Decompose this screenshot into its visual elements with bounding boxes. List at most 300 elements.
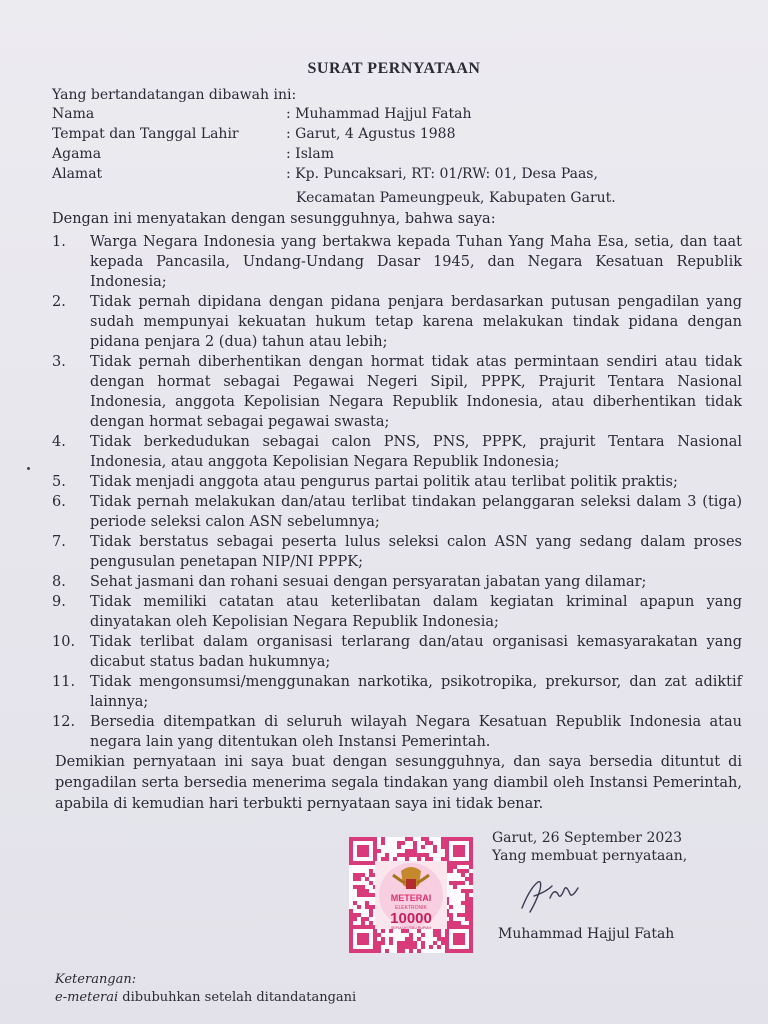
qr-cell [453, 849, 457, 853]
qr-cell [469, 913, 473, 917]
qr-cell [465, 861, 469, 865]
qr-cell [421, 945, 425, 949]
list-item [52, 352, 742, 432]
qr-cell [373, 933, 377, 937]
item-text: Tidak pernah dipidana dengan pidana penjara berdasarkan putusan pengadilan yang sudah mempunyai kekuatan hukum tetap karena melakukan tindak pidana dengan pidana penjara 2 (dua) tahun atau lebih; [90, 294, 742, 350]
qr-cell [453, 949, 457, 953]
qr-cell [453, 933, 457, 937]
qr-cell [361, 837, 365, 841]
qr-cell [461, 937, 465, 941]
qr-cell [361, 917, 365, 921]
qr-cell [353, 949, 357, 953]
qr-cell [405, 837, 409, 841]
qr-cell [461, 869, 465, 873]
qr-cell [469, 945, 473, 949]
qr-cell [461, 889, 465, 893]
qr-cell [409, 937, 413, 941]
qr-cell [349, 913, 353, 917]
qr-cell [377, 941, 381, 945]
qr-cell [461, 849, 465, 853]
qr-cell [457, 937, 461, 941]
qr-cell [469, 909, 473, 913]
qr-cell [457, 925, 461, 929]
qr-cell [365, 849, 369, 853]
qr-cell [397, 941, 401, 945]
field-agama [52, 144, 712, 164]
statement-lead: Dengan ini menyatakan dengan sesungguhnya, bahwa saya: [52, 211, 496, 227]
qr-cell [449, 925, 453, 929]
qr-cell [461, 901, 465, 905]
qr-cell [457, 849, 461, 853]
qr-cell [469, 889, 473, 893]
qr-cell [465, 917, 469, 921]
qr-cell [377, 945, 381, 949]
qr-cell [381, 937, 385, 941]
qr-cell [405, 937, 409, 941]
qr-cell [357, 905, 361, 909]
qr-cell [453, 937, 457, 941]
qr-cell [349, 945, 353, 949]
qr-cell [405, 849, 409, 853]
qr-cell [397, 845, 401, 849]
qr-cell [365, 941, 369, 945]
stamp-line2: ELEKTRONIK [395, 905, 427, 911]
item-text: Bersedia ditempatkan di seluruh wilayah Negara Kesatuan Republik Indonesia atau negara lain yang ditentukan oleh Instansi Pemerintah. [90, 714, 742, 750]
qr-cell [409, 837, 413, 841]
qr-cell [445, 941, 449, 945]
qr-cell [357, 885, 361, 889]
qr-cell [465, 897, 469, 901]
qr-cell [433, 941, 437, 945]
signer-name: Muhammad Hajjul Fatah [498, 926, 675, 942]
qr-cell [373, 837, 377, 841]
qr-cell [373, 849, 377, 853]
list-item [52, 672, 742, 712]
qr-cell [445, 929, 449, 933]
qr-cell [465, 905, 469, 909]
qr-cell [349, 853, 353, 857]
list-item [52, 432, 742, 472]
qr-cell [469, 901, 473, 905]
qr-cell [365, 905, 369, 909]
qr-cell [429, 945, 433, 949]
qr-cell [373, 857, 377, 861]
list-item [52, 232, 742, 292]
item-number: 7. [52, 534, 66, 550]
item-text: Sehat jasmani dan rohani sesuai dengan persyaratan jabatan yang dilamar; [90, 574, 647, 590]
qr-cell [357, 877, 361, 881]
qr-cell [365, 877, 369, 881]
qr-cell [373, 853, 377, 857]
item-number: 4. [52, 434, 66, 450]
note-em: e-meterai [55, 990, 119, 1005]
qr-cell [349, 929, 353, 933]
qr-cell [365, 901, 369, 905]
qr-cell [381, 841, 385, 845]
qr-cell [453, 925, 457, 929]
qr-cell [361, 925, 365, 929]
field-label: Agama [52, 146, 102, 162]
qr-cell [361, 853, 365, 857]
item-number: 1. [52, 234, 66, 250]
qr-cell [373, 945, 377, 949]
qr-cell [425, 841, 429, 845]
item-number: 6. [52, 494, 66, 510]
qr-cell [373, 845, 377, 849]
qr-cell [349, 861, 353, 865]
qr-cell [365, 925, 369, 929]
qr-cell [353, 913, 357, 917]
qr-cell [353, 877, 357, 881]
qr-cell [389, 937, 393, 941]
qr-cell [437, 929, 441, 933]
qr-cell [413, 849, 417, 853]
qr-cell [449, 881, 453, 885]
item-text: Tidak menjadi anggota atau pengurus partai politik atau terlibat politik praktis; [90, 474, 678, 490]
note-label: Keterangan: [55, 972, 137, 987]
qr-cell [381, 837, 385, 841]
qr-cell [453, 861, 457, 865]
qr-cell [393, 857, 397, 861]
qr-cell [461, 873, 465, 877]
qr-cell [365, 893, 369, 897]
qr-cell [353, 917, 357, 921]
qr-cell [461, 941, 465, 945]
qr-cell [461, 933, 465, 937]
qr-cell [461, 853, 465, 857]
place-date: Garut, 26 September 2023 [492, 830, 683, 846]
qr-cell [365, 949, 369, 953]
item-text: Warga Negara Indonesia yang bertakwa kepada Tuhan Yang Maha Esa, setia, dan taat kepada Pancasila, Undang-Undang Dasar 1945, dan Negara Kesatuan Republik Indonesia; [90, 234, 742, 290]
qr-cell [365, 861, 369, 865]
qr-cell [449, 861, 453, 865]
qr-cell [357, 861, 361, 865]
qr-cell [437, 945, 441, 949]
qr-cell [349, 857, 353, 861]
field-label: Nama [52, 106, 95, 122]
qr-cell [469, 841, 473, 845]
qr-cell [453, 853, 457, 857]
qr-cell [373, 841, 377, 845]
qr-cell [425, 837, 429, 841]
qr-cell [369, 949, 373, 953]
qr-cell [437, 933, 441, 937]
qr-cell [369, 893, 373, 897]
qr-cell [357, 893, 361, 897]
qr-cell [425, 857, 429, 861]
qr-cell [449, 865, 453, 869]
item-number: 11. [52, 674, 76, 690]
qr-cell [457, 853, 461, 857]
qr-cell [469, 861, 473, 865]
qr-cell [465, 877, 469, 881]
qr-cell [361, 941, 365, 945]
qr-cell [409, 933, 413, 937]
qr-cell [405, 853, 409, 857]
qr-cell [453, 921, 457, 925]
qr-cell [365, 937, 369, 941]
qr-cell [469, 937, 473, 941]
qr-cell [421, 837, 425, 841]
stamp-value: 10000 [390, 910, 432, 927]
qr-cell [445, 849, 449, 853]
qr-cell [429, 857, 433, 861]
list-item [52, 712, 742, 752]
qr-cell [449, 913, 453, 917]
qr-cell [441, 937, 445, 941]
qr-cell [469, 921, 473, 925]
qr-cell [469, 849, 473, 853]
item-number: 12. [52, 714, 76, 730]
qr-cell [397, 945, 401, 949]
qr-cell [413, 941, 417, 945]
qr-cell [445, 945, 449, 949]
qr-cell [365, 933, 369, 937]
qr-cell [457, 921, 461, 925]
stamp-tiny: SEPULUH RIBU RUPIAH [390, 926, 432, 930]
identity-fields [52, 104, 712, 208]
qr-cell [349, 941, 353, 945]
qr-cell [457, 913, 461, 917]
qr-cell [413, 945, 417, 949]
qr-cell [449, 917, 453, 921]
closing-paragraph: Demikian pernyataan ini saya buat dengan sesungguhnya, dan saya bersedia dituntut di pengadilan serta bersedia menerima segala tindakan yang diambil oleh Instansi Pemerintah, apabila di kemudian hari terbukti pernyataan saya ini tidak benar. [55, 754, 742, 812]
qr-cell [449, 949, 453, 953]
item-text: Tidak mengonsumsi/menggunakan narkotika, psikotropika, prekursor, dan zat adiktif lainnya; [90, 674, 742, 710]
qr-cell [369, 905, 373, 909]
list-item [52, 572, 742, 592]
qr-cell [357, 837, 361, 841]
qr-cell [361, 849, 365, 853]
item-number: 10. [52, 634, 76, 650]
qr-cell [469, 873, 473, 877]
qr-cell [357, 949, 361, 953]
qr-cell [349, 841, 353, 845]
qr-cell [469, 877, 473, 881]
qr-cell [357, 913, 361, 917]
item-text: Tidak berstatus sebagai peserta lulus seleksi calon ASN yang sedang dalam proses pengusulan penetapan NIP/NI PPPK; [90, 534, 742, 570]
qr-cell [349, 921, 353, 925]
item-text: Tidak berkedudukan sebagai calon PNS, PNS, PPPK, prajurit Tentara Nasional Indonesia, atau anggota Kepolisian Negara Republik Indonesia; [90, 434, 742, 470]
item-number: 2. [52, 294, 66, 310]
qr-cell [453, 881, 457, 885]
qr-cell [433, 929, 437, 933]
qr-cell [445, 853, 449, 857]
qr-cell [421, 853, 425, 857]
qr-cell [369, 837, 373, 841]
qr-cell [357, 933, 361, 937]
qr-cell [373, 949, 377, 953]
qr-cell [369, 921, 373, 925]
qr-cell [421, 845, 425, 849]
qr-cell [357, 937, 361, 941]
qr-cell [401, 941, 405, 945]
item-number: 5. [52, 474, 66, 490]
qr-cell [445, 949, 449, 953]
qr-cell [353, 925, 357, 929]
qr-cell [445, 933, 449, 937]
qr-cell [453, 845, 457, 849]
qr-cell [461, 845, 465, 849]
qr-cell [457, 869, 461, 873]
qr-cell [465, 889, 469, 893]
qr-cell [465, 893, 469, 897]
qr-cell [445, 845, 449, 849]
list-item [52, 492, 742, 532]
qr-cell [425, 853, 429, 857]
qr-cell [365, 917, 369, 921]
qr-cell [469, 837, 473, 841]
qr-cell [457, 949, 461, 953]
qr-cell [361, 921, 365, 925]
list-item [52, 632, 742, 672]
qr-cell [465, 913, 469, 917]
field-label: Tempat dan Tanggal Lahir [52, 126, 239, 142]
intro-text: Yang bertandatangan dibawah ini: [52, 87, 297, 103]
qr-cell [417, 857, 421, 861]
qr-cell [357, 941, 361, 945]
qr-cell [469, 905, 473, 909]
list-item [52, 472, 742, 492]
qr-cell [465, 837, 469, 841]
qr-cell [469, 941, 473, 945]
qr-cell [361, 845, 365, 849]
qr-cell [349, 837, 353, 841]
item-number: 3. [52, 354, 66, 370]
qr-cell [433, 933, 437, 937]
qr-cell [457, 837, 461, 841]
qr-cell [365, 845, 369, 849]
qr-cell [381, 929, 385, 933]
qr-cell [441, 841, 445, 845]
qr-cell [357, 925, 361, 929]
qr-cell [469, 845, 473, 849]
qr-cell [353, 873, 357, 877]
list-item [52, 532, 742, 572]
qr-cell [465, 869, 469, 873]
qr-cell [469, 881, 473, 885]
qr-cell [465, 901, 469, 905]
qr-cell [369, 925, 373, 929]
item-text: Tidak terlibat dalam organisasi terlarang dan/atau organisasi kemasyarakatan yang dicabut status badan hukumnya; [90, 634, 742, 670]
qr-cell [397, 949, 401, 953]
qr-cell [349, 925, 353, 929]
qr-cell [349, 937, 353, 941]
list-item [52, 292, 742, 352]
field-ttl [52, 124, 712, 144]
qr-cell [465, 925, 469, 929]
qr-cell [409, 949, 413, 953]
qr-cell [413, 845, 417, 849]
qr-cell [349, 845, 353, 849]
qr-cell [349, 933, 353, 937]
statement-list [52, 232, 742, 752]
qr-cell [385, 853, 389, 857]
qr-cell [369, 881, 373, 885]
qr-cell [453, 837, 457, 841]
qr-cell [353, 901, 357, 905]
item-text: Tidak pernah melakukan dan/atau terlibat tindakan pelanggaran seleksi dalam 3 (tiga) periode seleksi calon ASN sebelumnya; [90, 494, 742, 530]
qr-cell [361, 885, 365, 889]
qr-cell [461, 837, 465, 841]
qr-cell [465, 949, 469, 953]
qr-cell [369, 869, 373, 873]
qr-cell [381, 857, 385, 861]
qr-cell [465, 909, 469, 913]
qr-cell [397, 853, 401, 857]
qr-cell [413, 841, 417, 845]
qr-cell [457, 941, 461, 945]
field-nama [52, 104, 712, 124]
qr-cell [409, 945, 413, 949]
qr-cell [401, 949, 405, 953]
qr-cell [361, 889, 365, 893]
field-value: : Kp. Puncaksari, RT: 01/RW: 01, Desa Paas, [286, 166, 598, 182]
qr-cell [405, 941, 409, 945]
qr-cell [361, 937, 365, 941]
qr-cell [377, 849, 381, 853]
qr-cell [417, 853, 421, 857]
qr-cell [349, 909, 353, 913]
qr-cell [365, 853, 369, 857]
qr-cell [461, 925, 465, 929]
qr-cell [441, 837, 445, 841]
qr-cell [369, 861, 373, 865]
qr-cell [353, 837, 357, 841]
qr-cell [361, 873, 365, 877]
qr-cell [373, 937, 377, 941]
qr-cell [405, 857, 409, 861]
qr-cell [405, 945, 409, 949]
qr-cell [445, 837, 449, 841]
qr-cell [441, 857, 445, 861]
qr-cell [361, 949, 365, 953]
document-title: SURAT PERNYATAAN [307, 60, 481, 77]
qr-cell [397, 841, 401, 845]
stamp-line1: METERAI [390, 893, 432, 903]
qr-cell [437, 937, 441, 941]
qr-cell [353, 885, 357, 889]
qr-cell [385, 949, 389, 953]
field-value: : Garut, 4 Agustus 1988 [286, 126, 456, 142]
item-text: Tidak memiliki catatan atau keterlibatan dalam kegiatan kriminal apapun yang dinyatakan oleh Kepolisian Negara Republik Indonesia; [90, 594, 742, 630]
qr-cell [365, 889, 369, 893]
field-alamat [52, 164, 712, 208]
qr-cell [441, 941, 445, 945]
e-meterai-stamp [349, 837, 473, 953]
qr-cell [433, 849, 437, 853]
qr-cell [469, 853, 473, 857]
qr-cell [453, 865, 457, 869]
qr-cell [421, 933, 425, 937]
qr-cell [349, 949, 353, 953]
qr-cell [453, 885, 457, 889]
qr-cell [369, 909, 373, 913]
maker-label: Yang membuat pernyataan, [492, 848, 688, 864]
qr-cell [457, 933, 461, 937]
qr-cell [469, 929, 473, 933]
qr-cell [381, 941, 385, 945]
qr-cell [373, 941, 377, 945]
note-rest: dibubuhkan setelah ditandatangani [118, 990, 357, 1005]
qr-cell [457, 881, 461, 885]
qr-cell [365, 837, 369, 841]
qr-cell [429, 841, 433, 845]
qr-cell [469, 949, 473, 953]
qr-cell [461, 949, 465, 953]
item-number: 8. [52, 574, 66, 590]
list-item [52, 592, 742, 632]
